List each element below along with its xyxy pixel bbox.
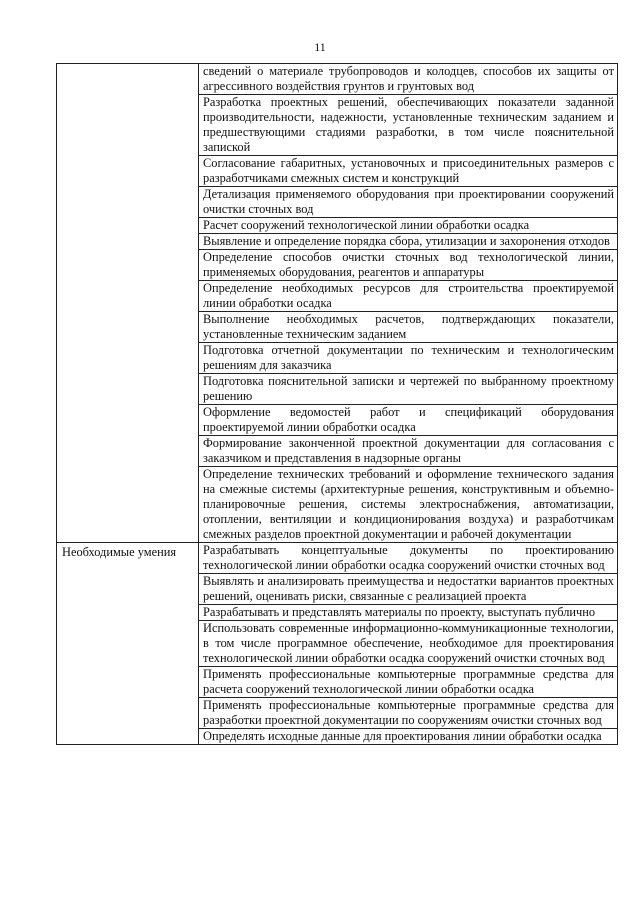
- item-text: Выполнение необходимых расчетов, подтверждающих показатели, установленные техническим заданием: [199, 312, 618, 343]
- item-text: Расчет сооружений технологической линии обработки осадка: [199, 218, 618, 234]
- item-text: Разработка проектных решений, обеспечивающих показатели заданной производительности, надежности, установленные техническим заданием и предшествующими стадиями разработки, в том числе пояснительной запиской: [199, 95, 618, 156]
- item-text: Формирование законченной проектной документации для согласования с заказчиком и представления в надзорные органы: [199, 436, 618, 467]
- section-label: [57, 64, 199, 543]
- item-text: сведений о материале трубопроводов и колодцев, способов их защиты от агрессивного воздействия грунтов и грунтовых вод: [199, 64, 618, 95]
- item-text: Применять профессиональные компьютерные программные средства для разработки проектной документации по сооружениям очистки сточных вод: [199, 698, 618, 729]
- item-text: Оформление ведомостей работ и спецификаций оборудования проектируемой линии обработки осадка: [199, 405, 618, 436]
- item-text: Подготовка пояснительной записки и чертежей по выбранному проектному решению: [199, 374, 618, 405]
- item-text: Применять профессиональные компьютерные программные средства для расчета сооружений технологической линии обработки осадка: [199, 667, 618, 698]
- requirements-table: [56, 63, 618, 745]
- item-text: Определение способов очистки сточных вод технологической линии, применяемых оборудования, реагентов и аппаратуры: [199, 250, 618, 281]
- item-text: Определение технических требований и оформление технического задания на смежные системы (архитектурные решения, конструктивным и объемно-планировочные решения, системы электроснабжения, автоматизации, отоплении, вентиляции и кондиционирования воздуха) и разработчикам смежных разделов проектной документации и рабочей документации: [199, 467, 618, 543]
- table-body: [57, 64, 618, 745]
- item-text: Использовать современные информационно-коммуникационные технологии, в том числе программное обеспечение, необходимое для проектирования технологической линии обработки осадка сооружений очистки сточных вод: [199, 621, 618, 667]
- item-text: Разрабатывать концептуальные документы по проектированию технологической линии обработки осадка сооружений очистки сточных вод: [199, 543, 618, 574]
- item-text: Выявлять и анализировать преимущества и недостатки вариантов проектных решений, оценивать риски, связанные с реализацией проекта: [199, 574, 618, 605]
- item-text: Подготовка отчетной документации по техническим и технологическим решениям для заказчика: [199, 343, 618, 374]
- section-label: Необходимые умения: [57, 543, 199, 745]
- item-text: Определение необходимых ресурсов для строительства проектируемой линии обработки осадка: [199, 281, 618, 312]
- item-text: Детализация применяемого оборудования при проектировании сооружений очистки сточных вод: [199, 187, 618, 218]
- page-number: 11: [314, 40, 326, 54]
- item-text: Определять исходные данные для проектирования линии обработки осадка: [199, 729, 618, 745]
- item-text: Выявление и определение порядка сбора, утилизации и захоронения отходов: [199, 234, 618, 250]
- item-text: Разрабатывать и представлять материалы по проекту, выступать публично: [199, 605, 618, 621]
- item-text: Согласование габаритных, установочных и присоединительных размеров с разработчиками смежных систем и конструкций: [199, 156, 618, 187]
- table-row: [57, 64, 618, 95]
- table-row: [57, 543, 618, 574]
